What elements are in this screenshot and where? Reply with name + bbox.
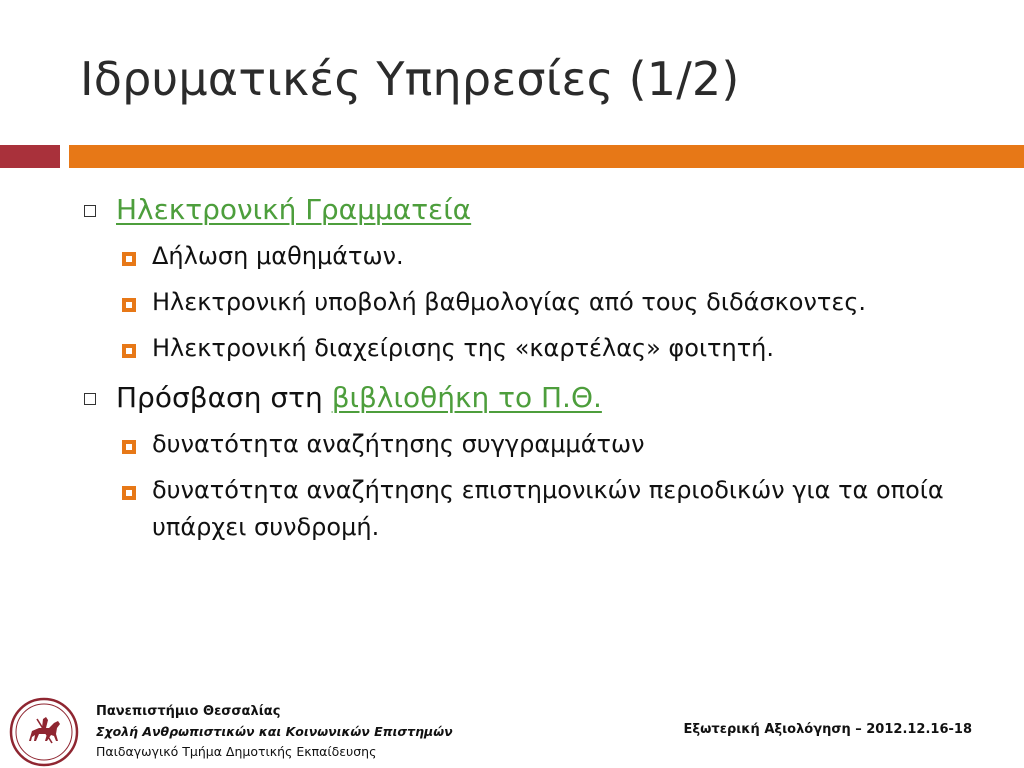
library-link[interactable]: βιβλιοθήκη το Π.Θ. [331, 381, 602, 414]
sub-bullet-text: Δήλωση μαθημάτων. [152, 242, 404, 270]
bullet-item [80, 188, 980, 232]
orange-square-bullet-icon [122, 440, 136, 454]
hollow-square-bullet-icon [84, 393, 96, 405]
sub-bullet-item [80, 472, 980, 546]
sub-bullet-text: Ηλεκτρονική διαχείρισης της «καρτέλας» φοιτητή. [152, 334, 775, 362]
sub-bullet-list [80, 238, 980, 367]
title-divider-orange [69, 145, 1024, 168]
sub-bullet-text: Ηλεκτρονική υποβολή βαθμολογίας από τους διδάσκοντες. [152, 288, 867, 316]
sub-bullet-item [80, 330, 980, 367]
sub-bullet-item [80, 426, 980, 463]
bullet-list [80, 188, 980, 555]
electronic-secretariat-link[interactable]: Ηλεκτρονική Γραμματεία [116, 193, 472, 226]
department-name: Παιδαγωγικό Τμήμα Δημοτικής Εκπαίδευσης [96, 744, 377, 759]
university-name: Πανεπιστήμιο Θεσσαλίας [96, 704, 281, 719]
sub-bullet-text: δυνατότητα αναζήτησης επιστημονικών περιοδικών για τα οποία υπάρχει συνδρομή. [152, 476, 944, 541]
bullet-item [80, 376, 980, 420]
orange-square-bullet-icon [122, 486, 136, 500]
orange-square-bullet-icon [122, 252, 136, 266]
bullet-text: Πρόσβαση στη [116, 381, 332, 414]
slide-title: Ιδρυματικές Υπηρεσίες (1/2) [80, 52, 740, 106]
orange-square-bullet-icon [122, 344, 136, 358]
footer-event: Εξωτερική Αξιολόγηση – 2012.12.16-18 [683, 722, 972, 737]
sub-bullet-list [80, 426, 980, 546]
university-seal-icon [9, 697, 79, 767]
school-name: Σχολή Ανθρωπιστικών και Κοινωνικών Επιστημών [96, 724, 453, 739]
sub-bullet-item [80, 284, 980, 321]
orange-square-bullet-icon [122, 298, 136, 312]
sub-bullet-text: δυνατότητα αναζήτησης συγγραμμάτων [152, 430, 645, 458]
hollow-square-bullet-icon [84, 205, 96, 217]
footer-institution [96, 702, 453, 762]
title-divider-red [0, 145, 60, 168]
sub-bullet-item [80, 238, 980, 275]
